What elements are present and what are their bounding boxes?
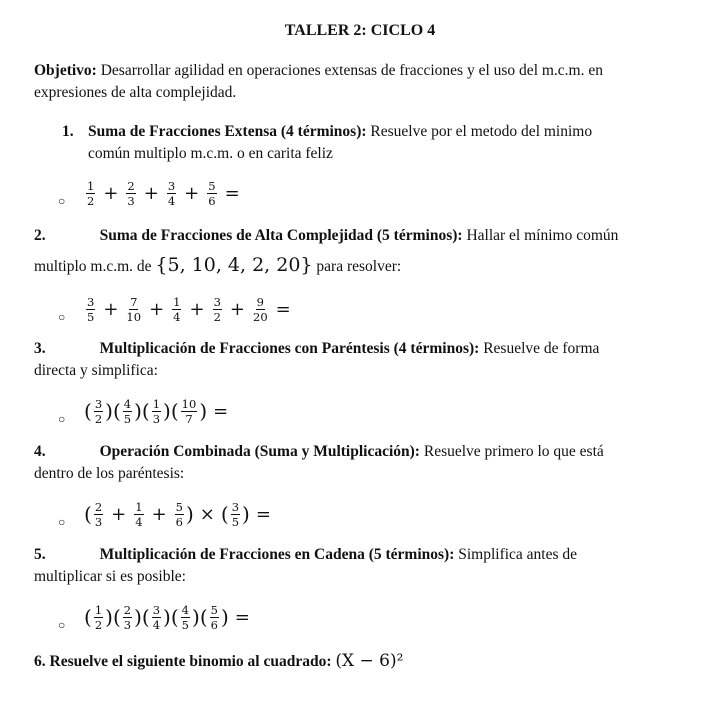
item-4-expression bbox=[58, 496, 277, 532]
page-title: TALLER 2: CICLO 4 bbox=[284, 22, 436, 39]
open-paren: ( bbox=[141, 605, 150, 629]
item-1-heading: Suma de Fracciones Extensa (4 términos): bbox=[88, 123, 367, 140]
fraction bbox=[181, 398, 198, 425]
denominator: 2 bbox=[94, 411, 103, 426]
open-paren: ( bbox=[141, 399, 150, 423]
numerator: 5 bbox=[175, 499, 183, 514]
fraction bbox=[231, 501, 240, 528]
fraction bbox=[210, 604, 219, 631]
numerator: 2 bbox=[127, 178, 135, 193]
close-paren: ) bbox=[199, 399, 208, 423]
item-6 bbox=[34, 650, 706, 673]
open-paren: ( bbox=[112, 605, 121, 629]
fraction bbox=[126, 180, 135, 207]
item-2-number: 2. bbox=[34, 227, 46, 244]
close-paren: ) bbox=[134, 605, 142, 629]
item-4-desc-1: Resuelve primero lo que está bbox=[419, 443, 604, 460]
denominator: 4 bbox=[152, 617, 161, 632]
close-paren: ) bbox=[185, 502, 194, 526]
denominator: 2 bbox=[94, 617, 103, 632]
open-paren: ( bbox=[170, 605, 179, 629]
fraction bbox=[123, 604, 132, 631]
denominator: 2 bbox=[87, 193, 95, 208]
numerator: 4 bbox=[123, 396, 132, 411]
item-2-line2 bbox=[34, 254, 706, 278]
item-2-desc-1: Hallar el mínimo común bbox=[462, 227, 619, 244]
equals-sign: = bbox=[213, 400, 229, 422]
item-5-math bbox=[84, 604, 256, 631]
numerator: 3 bbox=[167, 178, 176, 193]
denominator: 5 bbox=[181, 617, 189, 632]
denominator: 3 bbox=[127, 193, 135, 208]
item-5-desc-1: Simplifica antes de bbox=[454, 546, 578, 563]
denominator: 3 bbox=[123, 617, 132, 632]
denominator: 20 bbox=[253, 309, 268, 324]
item-1-math bbox=[84, 180, 246, 207]
plus-operator: + bbox=[151, 503, 167, 525]
item-4-math bbox=[84, 501, 277, 528]
objective-text-1: Desarrollar agilidad en operaciones extensas de fracciones y el uso del m.c.m. en bbox=[96, 62, 603, 79]
denominator: 6 bbox=[175, 514, 183, 529]
numerator: 1 bbox=[94, 602, 103, 617]
fraction bbox=[152, 398, 161, 425]
numerator: 2 bbox=[94, 499, 103, 514]
fraction bbox=[94, 604, 103, 631]
open-paren: ( bbox=[199, 605, 208, 629]
close-paren: ) bbox=[105, 399, 113, 423]
denominator: 10 bbox=[126, 309, 142, 324]
numerator: 3 bbox=[87, 294, 95, 309]
open-paren: ( bbox=[170, 399, 179, 423]
numerator: 1 bbox=[135, 499, 143, 514]
open-paren: ( bbox=[84, 399, 92, 423]
close-paren: ) bbox=[163, 399, 171, 423]
numerator: 3 bbox=[231, 499, 240, 514]
bullet-icon: ○ bbox=[58, 618, 66, 632]
bullet-icon: ○ bbox=[58, 412, 66, 426]
numerator: 10 bbox=[181, 396, 197, 411]
item-2-desc-3: para resolver: bbox=[312, 258, 402, 275]
fraction bbox=[86, 180, 95, 207]
item-2-expression bbox=[58, 291, 297, 327]
close-paren: ) bbox=[220, 605, 229, 629]
numerator: 5 bbox=[210, 602, 218, 617]
fraction bbox=[181, 604, 190, 631]
item-6-binomial: (X − 6)² bbox=[335, 651, 404, 671]
item-3-math bbox=[84, 398, 234, 425]
numerator: 3 bbox=[94, 396, 103, 411]
item-3-desc-2: directa y simplifica: bbox=[34, 362, 158, 379]
numerator: 1 bbox=[152, 396, 161, 411]
fraction bbox=[126, 296, 141, 323]
fraction bbox=[172, 296, 181, 323]
plus-operator: + bbox=[184, 182, 200, 204]
fraction bbox=[86, 296, 95, 323]
item-3-expression bbox=[58, 393, 234, 429]
open-paren: ( bbox=[220, 502, 229, 526]
numerator: 3 bbox=[213, 294, 221, 309]
open-paren: ( bbox=[84, 605, 92, 629]
item-4-desc-2: dentro de los paréntesis: bbox=[34, 465, 185, 482]
fraction bbox=[213, 296, 222, 323]
objective-text-2: expresiones de alta complejidad. bbox=[34, 84, 237, 101]
fraction bbox=[207, 180, 216, 207]
item-2-math bbox=[84, 296, 297, 323]
item-4-heading: Operación Combinada (Suma y Multiplicación): bbox=[99, 443, 420, 460]
item-4-number: 4. bbox=[34, 443, 46, 460]
item-5-desc-2: multiplicar si es posible: bbox=[34, 568, 186, 585]
item-2-heading: Suma de Fracciones de Alta Complejidad (5 términos): bbox=[99, 227, 463, 244]
denominator: 3 bbox=[152, 411, 161, 426]
equals-sign: = bbox=[234, 606, 250, 628]
numerator: 2 bbox=[123, 602, 132, 617]
denominator: 7 bbox=[185, 411, 193, 426]
item-1-number: 1. bbox=[62, 123, 74, 140]
plus-operator: + bbox=[103, 182, 119, 204]
item-1-desc-2: común multiplo m.c.m. o en carita feliz bbox=[88, 145, 333, 162]
item-5-heading: Multiplicación de Fracciones en Cadena (5 términos): bbox=[99, 546, 455, 563]
fraction bbox=[94, 501, 103, 528]
close-paren: ) bbox=[134, 399, 142, 423]
denominator: 6 bbox=[210, 617, 218, 632]
item-5-expression bbox=[58, 599, 256, 635]
close-paren: ) bbox=[242, 502, 250, 526]
objective-label: Objetivo: bbox=[34, 62, 97, 79]
numerator: 5 bbox=[208, 178, 216, 193]
bullet-icon: ○ bbox=[58, 310, 66, 324]
item-3-heading: Multiplicación de Fracciones con Paréntesis (4 términos): bbox=[99, 340, 480, 357]
bullet-icon: ○ bbox=[58, 194, 66, 208]
equals-sign: = bbox=[255, 503, 271, 525]
item-4 bbox=[34, 441, 706, 485]
item-1-desc-1: Resuelve por el metodo del minimo bbox=[366, 123, 593, 140]
objective bbox=[34, 60, 706, 104]
fraction bbox=[134, 501, 143, 528]
item-6-number: 6. bbox=[34, 653, 46, 670]
item-3-desc-1: Resuelve de forma bbox=[479, 340, 600, 357]
plus-operator: + bbox=[103, 298, 119, 320]
denominator: 4 bbox=[167, 193, 176, 208]
fraction bbox=[253, 296, 268, 323]
plus-operator: + bbox=[229, 298, 245, 320]
denominator: 5 bbox=[231, 514, 240, 529]
plus-operator: + bbox=[111, 503, 127, 525]
fraction bbox=[167, 180, 176, 207]
numerator: 1 bbox=[87, 178, 95, 193]
denominator: 2 bbox=[213, 309, 221, 324]
fraction bbox=[175, 501, 184, 528]
denominator: 5 bbox=[123, 411, 132, 426]
item-2-desc-2: multiplo m.c.m. de bbox=[34, 258, 156, 275]
plus-operator: + bbox=[149, 298, 165, 320]
close-paren: ) bbox=[163, 605, 171, 629]
item-3 bbox=[34, 338, 706, 382]
item-1 bbox=[62, 121, 702, 165]
item-3-number: 3. bbox=[34, 340, 46, 357]
plus-operator: + bbox=[189, 298, 205, 320]
bullet-icon: ○ bbox=[58, 515, 66, 529]
plus-operator: + bbox=[143, 182, 159, 204]
fraction bbox=[152, 604, 161, 631]
item-2 bbox=[34, 225, 706, 247]
item-1-expression bbox=[58, 175, 246, 211]
item-6-heading: Resuelve el siguiente binomio al cuadrado: bbox=[49, 653, 332, 670]
denominator: 4 bbox=[135, 514, 143, 529]
numerator: 1 bbox=[173, 294, 181, 309]
item-2-set: {5, 10, 4, 2, 20} bbox=[155, 254, 313, 276]
close-paren: ) bbox=[192, 605, 200, 629]
numerator: 9 bbox=[256, 294, 264, 309]
close-paren: ) bbox=[105, 605, 113, 629]
item-5-number: 5. bbox=[34, 546, 46, 563]
fraction bbox=[94, 398, 103, 425]
denominator: 3 bbox=[94, 514, 103, 529]
numerator: 3 bbox=[152, 602, 161, 617]
open-paren: ( bbox=[112, 399, 121, 423]
numerator: 7 bbox=[130, 294, 138, 309]
times-operator: × bbox=[199, 503, 215, 525]
denominator: 5 bbox=[87, 309, 95, 324]
fraction bbox=[123, 398, 132, 425]
denominator: 4 bbox=[173, 309, 181, 324]
item-5 bbox=[34, 544, 706, 588]
equals-sign: = bbox=[275, 298, 291, 320]
open-paren: ( bbox=[84, 502, 92, 526]
numerator: 4 bbox=[181, 602, 189, 617]
equals-sign: = bbox=[224, 182, 240, 204]
denominator: 6 bbox=[208, 193, 216, 208]
